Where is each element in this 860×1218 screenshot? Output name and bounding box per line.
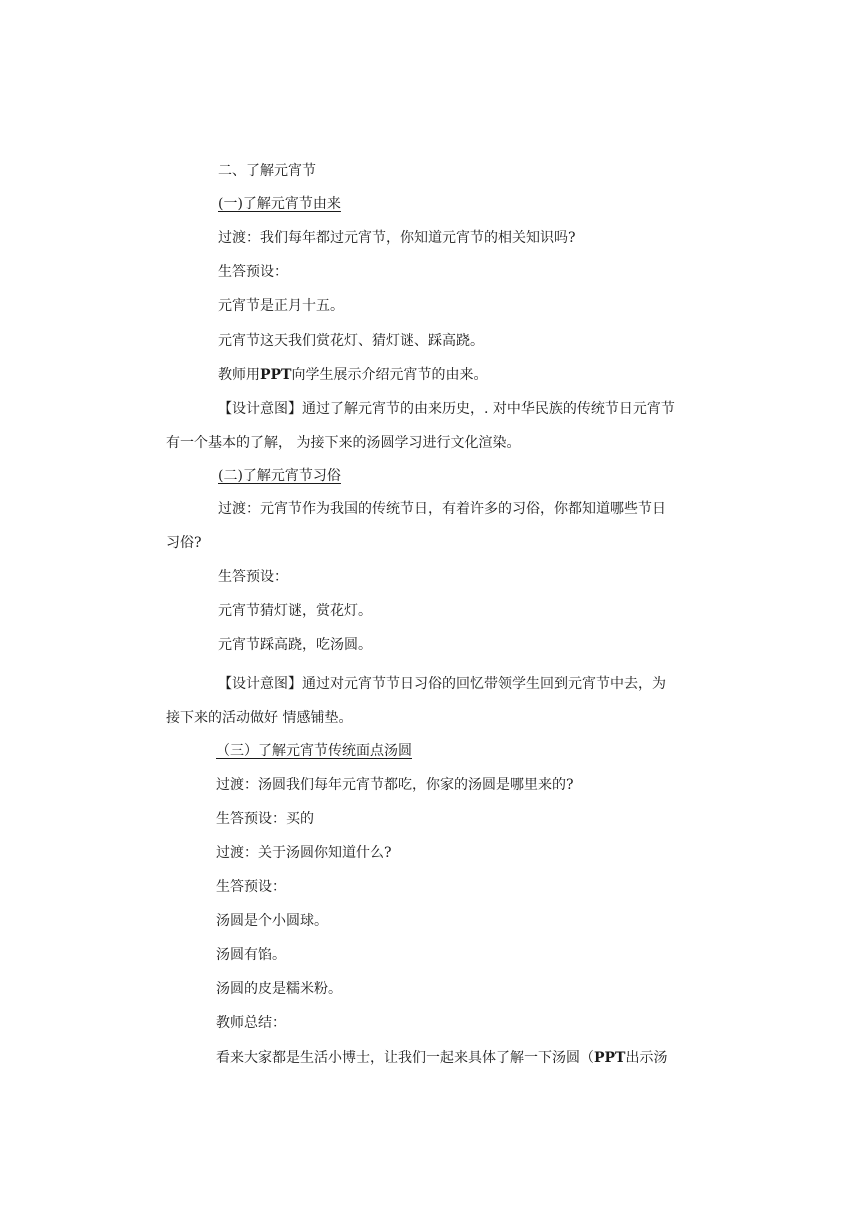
answer-label-1: 生答预设： bbox=[218, 264, 288, 280]
answer-text-3d: 汤圆的皮是糯米粉。 bbox=[216, 981, 342, 997]
summary-label: 教师总结： bbox=[216, 1015, 286, 1031]
answer-text-3c: 汤圆有馅。 bbox=[216, 947, 286, 963]
answer-text-3b: 汤圆是个小圆球。 bbox=[216, 913, 328, 929]
teacher-ppt-post: 向学生展示介绍元宵节的由来。 bbox=[291, 367, 488, 383]
final-line-ppt: PPT bbox=[594, 1050, 626, 1066]
design-intent-1-line1: 【设计意图】通过了解元宵节的由来历史，. 对中华民族的传统节日元宵节 bbox=[218, 401, 675, 417]
transition-text-2-line2: 习俗? bbox=[166, 535, 202, 551]
answer-text-3a: 生答预设：买的 bbox=[216, 811, 314, 827]
transition-text-1: 过渡：我们每年都过元宵节，你知道元宵节的相关知识吗? bbox=[218, 230, 576, 246]
transition-text-3b: 过渡：关于汤圆你知道什么? bbox=[216, 845, 392, 861]
final-line-pre: 看来大家都是生活小博士，让我们一起来具体了解一下汤圆（ bbox=[216, 1050, 594, 1066]
design-intent-2-line2: 接下来的活动做好 情感铺垫。 bbox=[166, 710, 353, 726]
transition-text-2-line1: 过渡：元宵节作为我国的传统节日，有着许多的习俗，你都知道哪些节日 bbox=[218, 501, 666, 517]
teacher-ppt-keyword: PPT bbox=[260, 367, 292, 383]
design-intent-2-line1: 【设计意图】通过对元宵节节日习俗的回忆带领学生回到元宵节中去，为 bbox=[218, 676, 666, 692]
section-title: 二、了解元宵节 bbox=[218, 163, 316, 179]
answer-label-2: 生答预设： bbox=[218, 569, 288, 585]
subsection-heading-3: （三）了解元宵节传统面点汤圆 bbox=[216, 743, 412, 759]
answer-text-2a: 元宵节猜灯谜，赏花灯。 bbox=[218, 603, 372, 619]
answer-label-3: 生答预设： bbox=[216, 879, 286, 895]
final-line-post: 出示汤 bbox=[625, 1050, 668, 1066]
answer-text-1a: 元宵节是正月十五。 bbox=[218, 298, 344, 314]
subsection-heading-2: (二)了解元宵节习俗 bbox=[218, 468, 341, 484]
subsection-heading-1: (一)了解元宵节由来 bbox=[218, 196, 341, 212]
teacher-ppt-line bbox=[218, 365, 487, 385]
final-line bbox=[216, 1048, 667, 1068]
transition-text-3a: 过渡：汤圆我们每年元宵节都吃，你家的汤圆是哪里来的? bbox=[216, 777, 574, 793]
design-intent-1-line2: 有一个基本的了解， 为接下来的汤圆学习进行文化渲染。 bbox=[166, 435, 521, 451]
teacher-ppt-pre: 教师用 bbox=[218, 367, 260, 383]
answer-text-2b: 元宵节踩高跷，吃汤圆。 bbox=[218, 637, 372, 653]
answer-text-1b: 元宵节这天我们赏花灯、猜灯谜、踩高跷。 bbox=[218, 333, 484, 349]
